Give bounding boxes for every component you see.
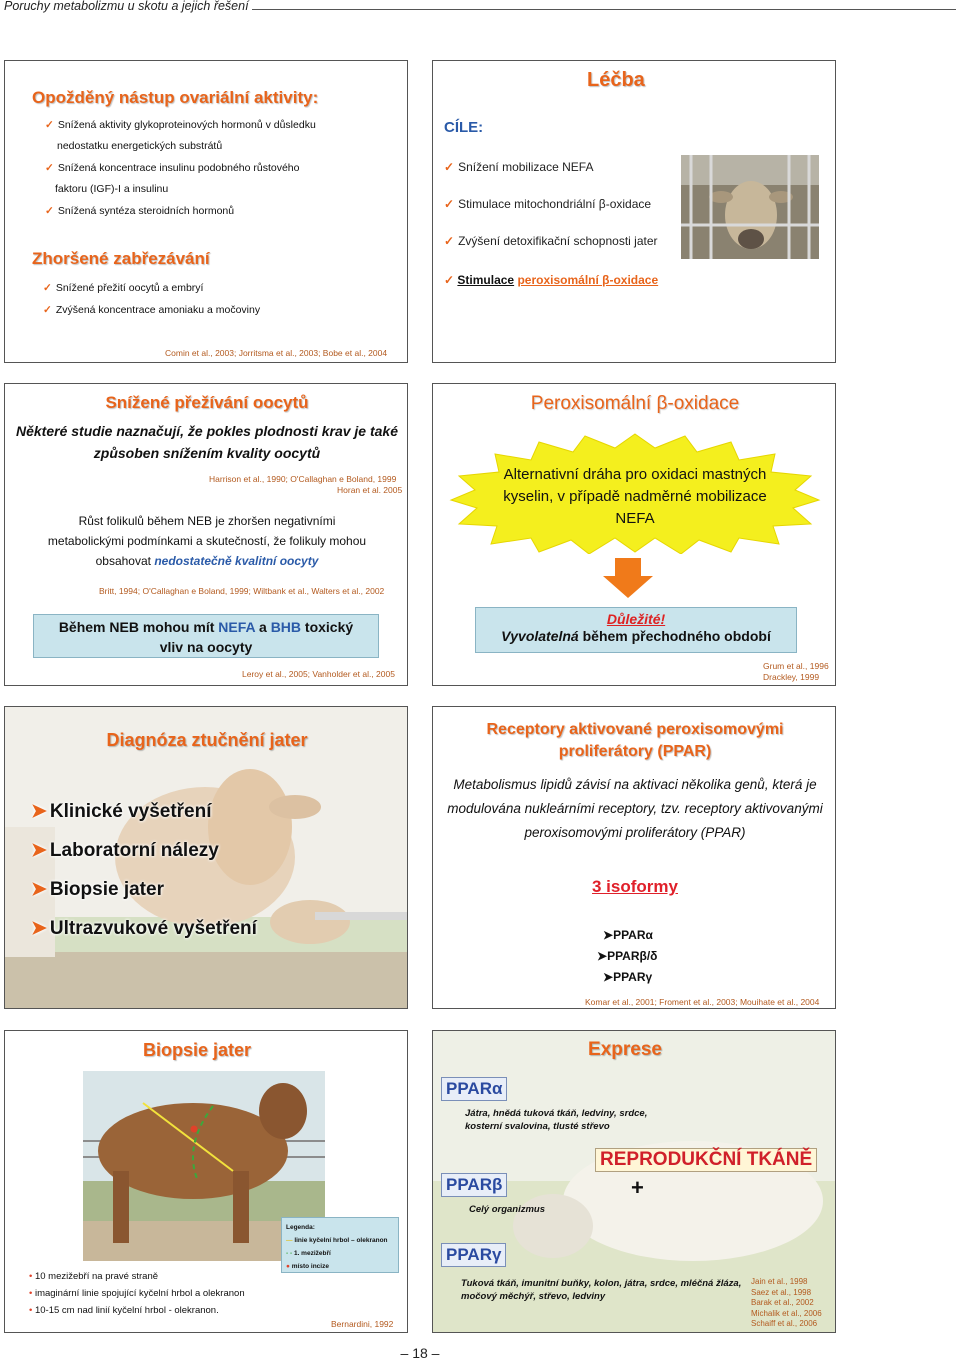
- list-item: [31, 839, 219, 862]
- list-item: ✓ Snížená aktivity glykoproteinových hormonů v důsledku: [45, 115, 316, 136]
- citation: Leroy et al., 2005; Vanholder et al., 2005: [242, 669, 395, 679]
- callout-line: vliv na oocyty: [159, 639, 253, 655]
- slide-title: Peroxisomální β-oxidace: [530, 393, 740, 414]
- list-item: ✓ Snížená syntéza steroidních hormonů: [45, 201, 234, 222]
- important-box: [475, 607, 797, 653]
- callout-box: [33, 614, 379, 658]
- slide-peroxisomal-oxidation: [432, 383, 836, 686]
- slide-heading: Zhoršené zabřezávání: [32, 249, 210, 268]
- citation: Michalik et al., 2006: [751, 1308, 822, 1318]
- ppar-gamma-label: PPARγ: [441, 1243, 506, 1267]
- ppar-beta-desc: Celý organizmus: [469, 1204, 546, 1215]
- ppar-paragraph: Metabolismus lipidů závisí na aktivaci několika genů, která je modulována nukleárními receptory, tzv. receptory aktivovanými peroxisomovými proliferátory (PPAR): [447, 777, 823, 840]
- arrow-bullet-icon: ➤: [603, 970, 614, 984]
- note-item: • 10-15 cm nad linií kyčelní hrbol - olekranon.: [29, 1305, 219, 1316]
- down-arrow-icon: [603, 558, 653, 598]
- list-item: [31, 878, 164, 901]
- list-item-highlight: ✓ Stimulace peroxisomální β-oxidace: [444, 273, 659, 287]
- list-item: ✓ Snížené přežití oocytů a embryí: [43, 278, 203, 299]
- isoform-item: [603, 928, 653, 942]
- biopsy-legend: [281, 1217, 399, 1273]
- plus-icon: +: [631, 1175, 644, 1200]
- citation: Harrison et al., 1990; O'Callaghan e Boland, 1999: [209, 474, 397, 484]
- note-item: • 10 mezižebří na pravé straně: [29, 1271, 159, 1282]
- citation: Grum et al., 1996: [763, 661, 829, 671]
- arrow-bullet-icon: ➤: [603, 928, 614, 942]
- arrow-bullet-icon: ➤: [31, 879, 47, 900]
- arrow-bullet-icon: ➤: [31, 918, 47, 939]
- list-item: faktoru (IGF)-I a insulinu: [55, 183, 169, 195]
- callout-text: a: [259, 619, 267, 635]
- callout-text: toxický: [304, 619, 354, 635]
- citation: Komar et al., 2001; Froment et al., 2003; Mouihate et al., 2004: [585, 997, 820, 1007]
- slide-treatment: [432, 60, 836, 363]
- note-item: • imaginární linie spojující kyčelní hrbol a olekranon: [29, 1288, 245, 1299]
- ppar-gamma-desc: Tuková tkáň, imunitní buňky, kolon, játra, srdce, mléčná žláza, močový měchýř, střevo, ledviny: [461, 1278, 742, 1302]
- starburst-text: Alternativní dráha pro oxidaci mastných kyselin, v případě nadměrné mobilizace NEFA: [503, 466, 767, 527]
- slide-fatty-liver-diagnosis: [4, 706, 408, 1009]
- ppar-beta-label: PPARβ: [441, 1173, 507, 1197]
- important-text: během přechodného období: [582, 628, 771, 644]
- citation: Schaiff et al., 2006: [751, 1319, 818, 1328]
- note-text: 10-15 cm nad linií kyčelní hrbol - olekranon.: [34, 1305, 219, 1316]
- isoform-text: PPARγ: [613, 970, 653, 984]
- slide-title: Snížené přežívání oocytů: [105, 393, 309, 412]
- slide-title: [433, 719, 836, 763]
- slide-oocyte-survival: [4, 383, 408, 686]
- arrow-bullet-icon: ➤: [31, 801, 47, 822]
- list-item: ✓ Stimulace mitochondriální β-oxidace: [444, 186, 651, 222]
- arrow-bullet-icon: ➤: [597, 949, 608, 963]
- list-item: ✓ Snížená koncentrace insulinu podobného růstového: [45, 158, 300, 179]
- slide-title: Exprese: [588, 1039, 662, 1060]
- important-line: [476, 628, 796, 644]
- slide-liver-biopsy: [4, 1030, 408, 1333]
- citation: Saez et al., 1998: [751, 1287, 812, 1297]
- isoform-text: PPARα: [613, 928, 653, 942]
- highlight-b: peroxisomální β-oxidace: [517, 273, 659, 287]
- paragraph: [5, 511, 408, 571]
- running-head-title: Poruchy metabolizmu u skotu a jejich řešení: [4, 0, 253, 13]
- isoforms-heading: 3 isoformy: [592, 877, 678, 896]
- list-item-text: Klinické vyšetření: [49, 801, 212, 822]
- important-emph: Vyvolatelná: [501, 628, 579, 644]
- callout-nefa: NEFA: [218, 619, 256, 635]
- reproductive-tissues-label: REPRODUKČNÍ TKÁNĚ: [595, 1148, 817, 1172]
- note-text: imaginární linie spojující kyčelní hrbol a olekranon: [34, 1288, 245, 1299]
- goals-label: CÍLE:: [444, 119, 484, 136]
- isoform-item: [603, 970, 652, 984]
- citation: Comin et al., 2003; Jorritsma et al., 2003; Bobe et al., 2004: [165, 348, 388, 358]
- paragraph-emphasis: nedostatečně kvalitní oocyty: [154, 554, 319, 568]
- legend-text: linie kyčelní hrbol – olekranon: [294, 1237, 388, 1244]
- ppar-alpha-label: PPARα: [441, 1077, 507, 1101]
- header-rule: [252, 9, 956, 10]
- list-item: [31, 800, 212, 823]
- paragraph-line: metabolickými podmínkami a skutečností, že folikuly mohou: [47, 534, 367, 548]
- legend-text: 1. mezižebří: [293, 1250, 331, 1257]
- ppar-alpha-desc: Játra, hnědá tuková tkáň, ledviny, srdce, kosterní svalovina, tlusté střevo: [465, 1108, 648, 1132]
- slide-title: Léčba: [587, 69, 645, 91]
- callout-bhb: BHB: [270, 619, 302, 635]
- slide-title: Biopsie jater: [142, 1040, 252, 1060]
- arrow-bullet-icon: ➤: [31, 840, 47, 861]
- legend-item: ● místo incize: [286, 1263, 329, 1270]
- important-label: Důležité!: [606, 611, 666, 627]
- slide-ovarian-activity: [4, 60, 408, 363]
- citation: Barak et al., 2002: [751, 1298, 814, 1307]
- paragraph-text: obsahovat: [95, 554, 151, 568]
- intro-text: Některé studie naznačují, že pokles plodnosti krav je také způsoben snížením kvality oocytů: [15, 423, 399, 461]
- citation-list: [751, 1277, 822, 1330]
- citation: Drackley, 1999: [763, 672, 820, 682]
- running-head: [4, 0, 956, 14]
- legend-item: — linie kyčelní hrbol – olekranon: [286, 1237, 388, 1244]
- slide-title: Diagnóza ztučnění jater: [106, 730, 308, 750]
- list-item: [31, 917, 257, 940]
- page-number-text: 18: [412, 1345, 428, 1361]
- callout-line: [34, 617, 378, 637]
- isoform-item: [597, 949, 657, 963]
- paragraph-line: Růst folikulů během NEB je zhoršen negativními: [78, 514, 336, 528]
- callout-text: Během NEB mohou mít: [58, 619, 215, 635]
- slide-expression: [432, 1030, 836, 1333]
- highlight-a: Stimulace: [457, 273, 515, 287]
- slide-ppar-receptors: [432, 706, 836, 1009]
- citation: Jain et al., 1998: [751, 1277, 808, 1286]
- list-item: ✓ Zvýšená koncentrace amoniaku a močoviny: [43, 300, 260, 321]
- list-item: nedostatku energetických substrátů: [57, 140, 223, 152]
- cow-photo: [681, 155, 819, 259]
- legend-title: Legenda:: [286, 1224, 315, 1231]
- list-item-text: Laboratorní nálezy: [49, 840, 219, 861]
- list-item-text: Biopsie jater: [49, 879, 164, 900]
- citation: Horan et al. 2005: [337, 485, 403, 495]
- list-item-text: Ultrazvukové vyšetření: [49, 918, 257, 939]
- citation: Bernardini, 1992: [331, 1319, 394, 1329]
- legend-item: - - 1. mezižebří: [286, 1250, 331, 1257]
- legend-text: místo incize: [291, 1263, 329, 1270]
- title-line: Receptory aktivované peroxisomovými: [486, 721, 784, 738]
- list-item: ✓ Snížení mobilizace NEFA: [444, 149, 593, 185]
- title-line: proliferátory (PPAR): [558, 743, 712, 760]
- page-number: – 18 –: [400, 1345, 440, 1361]
- biopsy-notes: [29, 1268, 245, 1319]
- slide-heading: Opožděný nástup ovariální aktivity:: [32, 88, 319, 107]
- list-item: ✓ Zvýšení detoxifikační schopnosti jater: [444, 223, 658, 259]
- paragraph-line: [5, 551, 408, 571]
- isoform-text: PPARβ/δ: [607, 949, 658, 963]
- citation: Britt, 1994; O'Callaghan e Boland, 1999; Wiltbank et al., Walters et al., 2002: [99, 586, 385, 596]
- note-text: 10 mezižebří na pravé straně: [34, 1271, 159, 1282]
